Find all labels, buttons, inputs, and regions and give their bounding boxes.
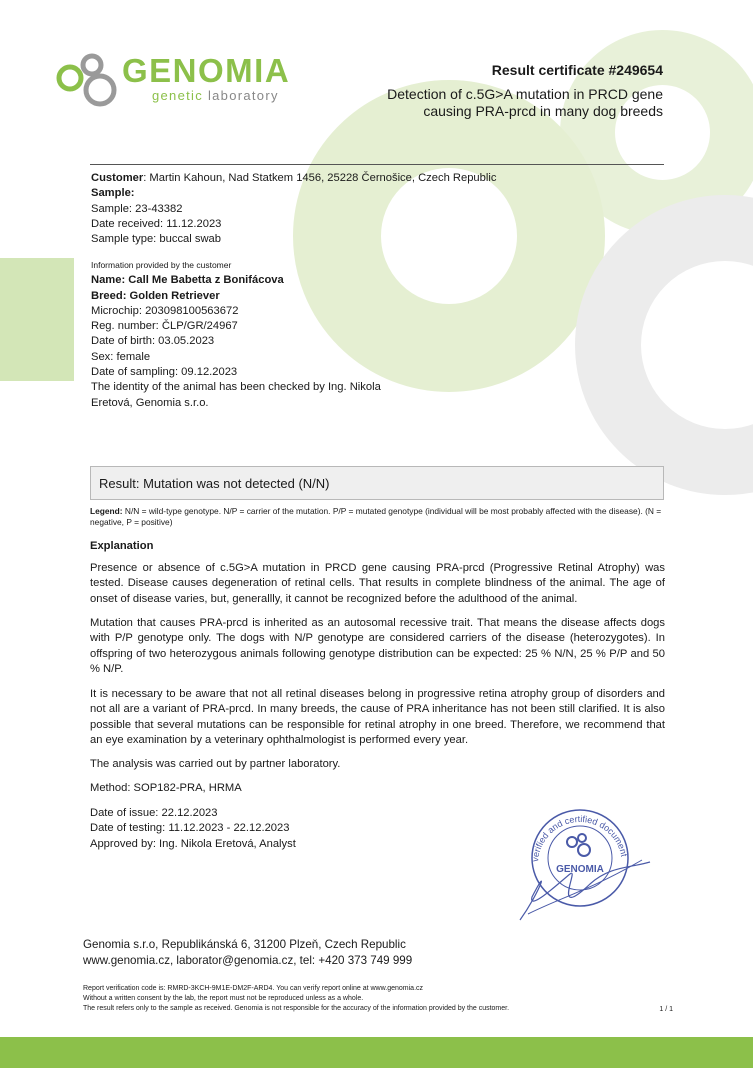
footer-notes: Report verification code is: RMRD-3KCH-9M1E-DM2F-ARD4. You can verify report online at www.genomia.cz Without a written consent by the lab, the report must not be reproduced unless as a whole. The result refers only to the sample as received. Genomia is not responsible for the accuracy of the information provided by the customer.	[83, 985, 510, 1012]
partner-lab-note: The analysis was carried out by partner laboratory.	[90, 758, 341, 770]
date-of-issue: Date of issue: 22.12.2023	[90, 807, 218, 819]
brand-name: GENOMIA	[122, 52, 291, 89]
customer-info-note: Information provided by the customer	[91, 260, 232, 270]
footer-address: Genomia s.r.o, Republikánská 6, 31200 Plzeň, Czech Republic www.genomia.cz, laborator@genomia.cz, tel: +420 373 749 999	[83, 938, 413, 967]
header-divider	[90, 164, 664, 165]
sample-heading: Sample:	[91, 187, 135, 200]
animal-block	[91, 258, 411, 411]
identity-check: The identity of the animal has been checked by Ing. Nikola Eretová, Genomia s.r.o.	[91, 381, 381, 409]
animal-sampling-date: Date of sampling: 09.12.2023	[91, 366, 238, 379]
dates-block	[90, 806, 296, 852]
explanation-paragraph-3: It is necessary to be aware that not all retinal diseases belong in progressive retina atrophy group of disorders and not all are a variant of PRA-prcd. In many breeds, the cause of PRA inheritance has not been still clarified. It is also possible that several mutations can be responsible for retinal atrophy in one breed. Therefore, we recommend that an eye examination by a veterinary ophthalmologist is performed every year.	[90, 688, 665, 747]
sample-id: Sample: 23-43382	[91, 202, 183, 215]
explanation-heading: Explanation	[90, 540, 154, 552]
animal-name: Name: Call Me Babetta z Bonifácova	[91, 274, 284, 287]
customer-sample-block	[91, 171, 496, 247]
sample-type: Sample type: buccal swab	[91, 233, 221, 246]
animal-dob: Date of birth: 03.05.2023	[91, 335, 215, 348]
sample-received: Date received: 11.12.2023	[91, 217, 222, 230]
footer-bar	[0, 1037, 753, 1068]
explanation-paragraph-1: Presence or absence of c.5G>A mutation in PRCD gene causing PRA-prcd (Progressive Retinal Atrophy) was tested. Disease causes degeneration of retinal cells. That results in complete blindness of the animal. The age of onset of disease varies, but, generallly, it cannot be recognized before the adulthood of the animal.	[90, 562, 665, 605]
animal-microchip: Microchip: 203098100563672	[91, 304, 239, 317]
legend: Legend: N/N = wild-type genotype. N/P = carrier of the mutation. P/P = mutated genotype (individual will be most probably affected with the disease). (N = negative, P = positive)	[90, 506, 662, 527]
certification-stamp-icon	[510, 802, 660, 932]
result-box: Result: Mutation was not detected (N/N)	[90, 466, 664, 500]
approved-by: Approved by: Ing. Nikola Eretová, Analyst	[90, 837, 296, 850]
decor-side-band	[0, 258, 74, 381]
animal-breed: Breed: Golden Retriever	[91, 289, 220, 302]
explanation-paragraph-2: Mutation that causes PRA-prcd is inherited as an autosomal recessive trait. That means the disease affects dogs with P/P genotype only. The dogs with N/P genotype are considered carriers of the disease (heterozygotes). In offspring of two heterozygous animals following genotype distribution can be expected: 25 % N/N, 25 % P/P and 50 % N/P.	[90, 617, 665, 676]
certificate-description: Detection of c.5G>A mutation in PRCD gene causing PRA-prcd in many dog breeds	[387, 86, 663, 119]
animal-sex: Sex: female	[91, 350, 151, 363]
customer-line: Customer: Martin Kahoun, Nad Statkem 1456, 25228 Černošice, Czech Republic	[91, 172, 497, 184]
svg-text:GENOMIA: GENOMIA	[556, 864, 604, 875]
svg-text:verified and certified documen: verified and certified document	[530, 813, 630, 863]
animal-reg-number: Reg. number: ČLP/GR/24967	[91, 320, 238, 333]
date-of-testing: Date of testing: 11.12.2023 - 22.12.2023	[90, 822, 290, 835]
certificate-number: Result certificate #249654	[491, 62, 663, 78]
page-number: 1 / 1	[659, 1006, 673, 1013]
method: Method: SOP182-PRA, HRMA	[90, 782, 242, 794]
brand-subtitle: genetic laboratory	[152, 88, 279, 103]
